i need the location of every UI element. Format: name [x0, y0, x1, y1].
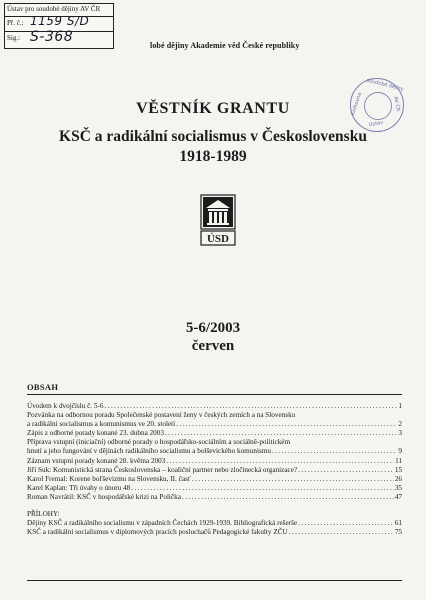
toc-entry — [27, 519, 402, 528]
toc-entry — [27, 447, 402, 456]
toc-leader-dots — [272, 447, 397, 456]
toc-entry — [27, 420, 402, 429]
toc-entry-text: Jiří Suk: Komunistická strana Československa – koaliční partner nebo zločinecká organizace? — [27, 465, 298, 474]
toc-leader-dots — [298, 466, 394, 475]
library-stamp — [4, 3, 114, 49]
toc-entry — [27, 457, 402, 466]
toc-leader-dots — [166, 457, 394, 466]
toc-entry — [27, 475, 402, 484]
toc-entry-text: Karol Fremal: Korene boľševizmu na Slovensku, II. časť — [27, 474, 191, 483]
appendix-heading: PŘÍLOHY: — [27, 510, 60, 519]
stamp-sig-row — [5, 31, 113, 48]
round-stamp-bottom-text: Ústav — [368, 119, 384, 129]
usd-building-logo-icon — [200, 194, 236, 246]
toc-leader-dots — [176, 420, 397, 429]
toc-entry-text: hnutí a jeho fungování v dějinách radikálního socialismu a bolševického komunismu — [27, 447, 271, 456]
toc-entry — [27, 429, 402, 438]
toc-entry — [27, 466, 402, 475]
toc-entry-text: a radikální socialismus a komunismus ve 20. století — [27, 420, 176, 429]
toc-page-number: 47 — [394, 492, 402, 501]
toc-entry-text: Karel Kaplan: Tři úvahy o únoru 48 — [27, 483, 131, 492]
toc-page-number: 9 — [398, 447, 402, 456]
issue-number: 5-6/2003 — [185, 320, 241, 336]
toc-leader-dots — [289, 528, 394, 537]
grant-title-line2: 1918-1989 — [179, 148, 247, 165]
toc-leader-dots — [104, 402, 397, 411]
toc-entry-text: Úvodem k dvojčíslu č. 5-6 — [27, 402, 104, 410]
toc-spacer — [27, 502, 402, 510]
stamp-pr-value: 1159 S/D — [30, 14, 90, 28]
round-stamp-right-text: AV ČR — [392, 96, 401, 112]
toc-leader-dots — [182, 493, 394, 502]
toc-entry — [27, 402, 402, 411]
toc-page-number: 2 — [398, 420, 402, 429]
toc-entry-text: KSČ a radikální socialismus v diplomových pracích posluchačů Pedagogické fakulty ZČU — [27, 528, 288, 537]
round-stamp-top-text: soudobé dějiny — [365, 77, 405, 93]
toc-divider-bottom — [27, 580, 402, 581]
toc-leader-dots — [192, 475, 394, 484]
issue-month: červen — [191, 338, 235, 354]
toc-heading: OBSAH — [27, 382, 59, 392]
toc-divider-top — [27, 394, 402, 395]
round-stamp-left-text: Knihovna — [350, 92, 364, 116]
table-of-contents — [27, 402, 402, 537]
toc-entry — [27, 493, 402, 502]
toc-entry — [27, 484, 402, 493]
toc-leader-dots — [131, 484, 394, 493]
toc-page-number: 35 — [394, 483, 402, 492]
stamp-sig-value: S-368 — [30, 29, 74, 45]
toc-page-number: 3 — [398, 429, 402, 438]
bulletin-title: VĚSTNÍK GRANTU — [136, 100, 290, 117]
toc-page-number: 15 — [394, 465, 402, 474]
toc-entry-text: Roman Navrátil: KSČ v hospodářské krizi na Polička — [27, 492, 181, 501]
toc-entry-text: Záznam vstupní porady konané 28. května 2003 — [27, 456, 166, 465]
toc-page-number: 11 — [395, 456, 402, 465]
stamp-pr-label: Př. č.: — [7, 19, 24, 27]
toc-entry-text: Dějiny KSČ a radikálního socialismu v západních Čechách 1929-1939. Bibliografická rešerše — [27, 519, 298, 528]
logo-text: ÚSD — [206, 233, 230, 245]
header-institution: lobé dějiny Akademie věd České republiky — [150, 41, 300, 50]
stamp-institute: Ústav pro soudobé dějiny AV ČR — [7, 5, 101, 13]
toc-entry-text: Příprava vstupní (iniciační) odborné porady o hospodářsko-sociálním a sociálně-politickém — [27, 438, 291, 447]
toc-leader-dots — [298, 519, 394, 528]
toc-leader-dots — [165, 429, 397, 438]
toc-entry-text: Pozvánka na odbornou poradu Společenské postavení ženy v českých zemích a na Slovensku — [27, 411, 296, 420]
grant-title-line1: KSČ a radikální socialismus v Československu — [59, 128, 367, 145]
stamp-sig-label: Sig.: — [7, 34, 21, 42]
toc-page-number: 75 — [394, 528, 402, 537]
toc-entry-text: Zápis z odborné porady konané 23. dubna 2003 — [27, 429, 164, 438]
toc-page-number: 61 — [394, 519, 402, 528]
toc-page-number: 1 — [398, 402, 402, 410]
toc-page-number: 26 — [394, 474, 402, 483]
toc-entry — [27, 528, 402, 537]
